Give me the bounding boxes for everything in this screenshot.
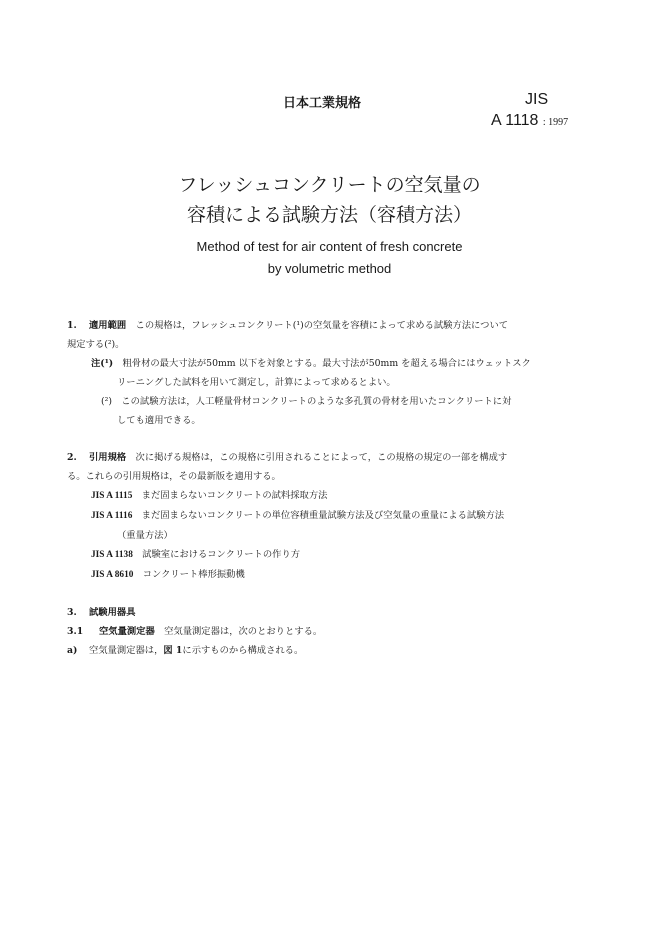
section-2-heading: 引用規格 — [89, 452, 127, 463]
section-2-text1: 次に掲げる規格は，この規格に引用されることによって，この規格の規定の一部を構成す — [135, 452, 508, 463]
jis-label: JIS — [525, 91, 549, 108]
ref-2-continuation: （重量方法） — [117, 530, 173, 541]
title-english — [0, 236, 659, 280]
standard-number — [491, 112, 568, 130]
spacer — [67, 430, 593, 448]
figure-1-reference: 図 1 — [163, 645, 183, 656]
ref-3-code: JIS A 1138 — [91, 550, 133, 560]
title-en-line2: by volumetric method — [267, 261, 392, 276]
item-a-text1: 空気量測定器は， — [89, 645, 164, 656]
section-2-number: 2. — [67, 452, 77, 463]
ref-1 — [67, 486, 593, 506]
document-body — [67, 316, 593, 660]
note-2-text1: この試験方法は，人工軽量骨材コンクリートのような多孔質の骨材を用いたコンクリートに対 — [121, 396, 512, 407]
note-2-line2: しても適用できる。 — [117, 415, 201, 426]
ref-4-title: コンクリート棒形振動機 — [142, 569, 245, 580]
title-ja-line1: フレッシュコンクリートの空気量の — [178, 174, 481, 196]
note-1-line1 — [67, 354, 593, 373]
section-2-line1 — [67, 448, 593, 467]
ref-3 — [67, 545, 593, 565]
item-a-label: a) — [67, 645, 78, 656]
ref-3-title: 試験室におけるコンクリートの作り方 — [142, 549, 301, 560]
section-1-heading: 適用範囲 — [89, 320, 127, 331]
section-1-number: 1. — [67, 320, 77, 331]
ref-1-title: まだ固まらないコンクリートの試料採取方法 — [141, 490, 328, 501]
section-1-line1 — [67, 316, 593, 335]
standard-code: A 1118 — [491, 112, 539, 129]
item-a — [67, 641, 593, 660]
ref-1-code: JIS A 1115 — [91, 491, 133, 501]
ref-2-code: JIS A 1116 — [91, 511, 133, 521]
standard-name: 日本工業規格 — [283, 96, 362, 111]
subsection-3-1-number: 3.1 — [67, 626, 84, 637]
section-3-heading: 試験用器具 — [89, 607, 136, 618]
title-japanese — [0, 170, 659, 230]
note-2-label: (²) — [101, 396, 112, 407]
note-1-line2: リーニングした試料を用いて測定し，計算によって求めるとよい。 — [117, 377, 396, 388]
item-a-text2: に示すものから構成される。 — [182, 645, 304, 656]
title-ja-line2: 容積による試験方法（容積方法） — [186, 204, 472, 226]
section-3-heading-line — [67, 603, 593, 622]
subsection-3-1-text: 空気量測定器は，次のとおりとする。 — [164, 626, 323, 637]
ref-4-code: JIS A 8610 — [91, 570, 134, 580]
section-1-text2: 規定する(²)。 — [67, 339, 125, 350]
ref-4 — [67, 565, 593, 585]
ref-2 — [67, 506, 593, 526]
subsection-3-1 — [67, 622, 593, 641]
note-2-line1 — [67, 392, 593, 411]
note-1-text1: 粗骨材の最大寸法が50mm 以下を対象とする。最大寸法が50mm を超える場合にはウェットスク — [122, 358, 531, 369]
title-en-line1: Method of test for air content of fresh concrete — [196, 239, 463, 254]
spacer — [67, 585, 593, 603]
section-2-text2: る。これらの引用規格は，その最新版を適用する。 — [67, 471, 281, 482]
section-1-text1: この規格は，フレッシュコンクリート(¹)の空気量を容積によって求める試験方法について — [135, 320, 509, 331]
standard-year: : 1997 — [542, 117, 569, 128]
section-3-number: 3. — [67, 607, 77, 618]
ref-2-title: まだ固まらないコンクリートの単位容積重量試験方法及び空気量の重量による試験方法 — [141, 510, 505, 521]
note-1-label: 注(¹) — [91, 358, 114, 369]
subsection-3-1-heading: 空気量測定器 — [99, 626, 155, 637]
